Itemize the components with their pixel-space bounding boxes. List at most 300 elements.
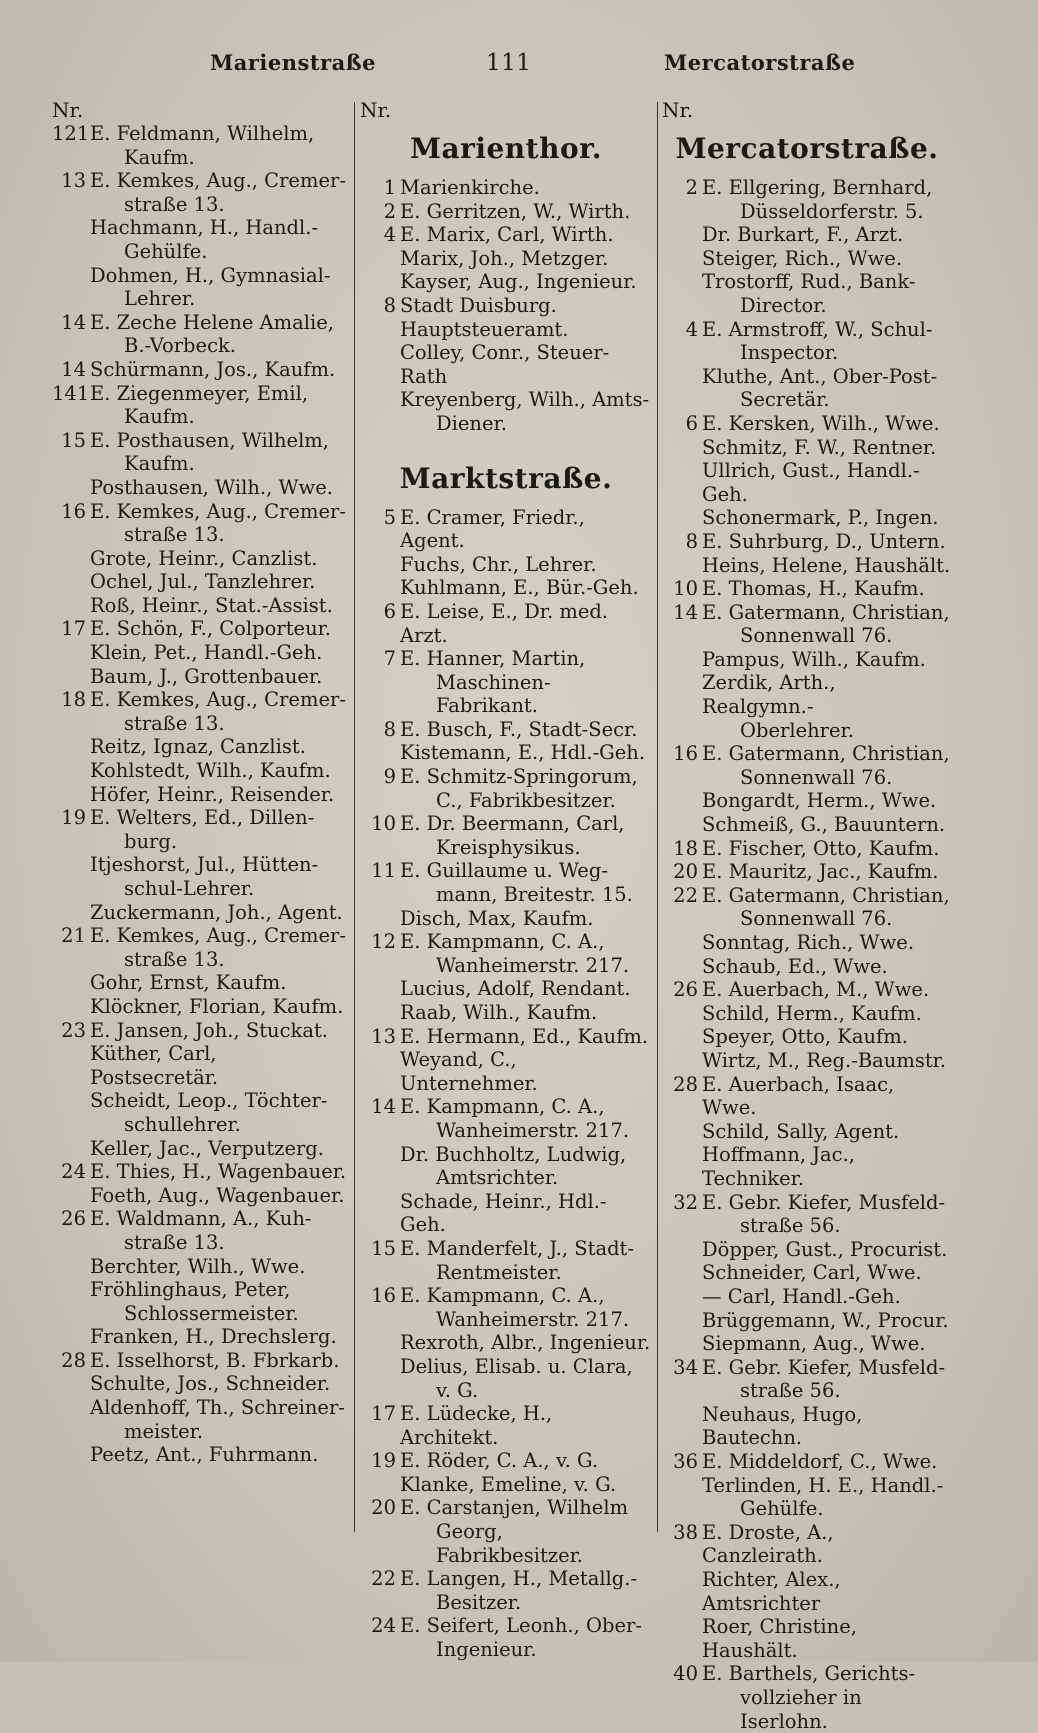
column-mercatorstrasse (662, 98, 952, 1733)
directory-entry (360, 1402, 652, 1449)
entry-text: E. Gebr. Kiefer, Musfeld- (702, 1355, 946, 1379)
house-number (662, 365, 702, 412)
house-number (360, 1190, 400, 1237)
directory-entry (360, 1048, 652, 1095)
house-number (360, 576, 400, 600)
entry-text: E. Cramer, Friedr., Agent. (400, 505, 585, 553)
house-number (360, 1331, 400, 1355)
directory-entry (52, 1396, 350, 1443)
entry-text: E. Carstanjen, Wilhelm (400, 1496, 629, 1520)
directory-entry (662, 955, 952, 979)
house-number (52, 1137, 90, 1161)
house-number (360, 553, 400, 577)
entry-text: E. Röder, C. A., v. G. (400, 1449, 599, 1473)
entry-text: E. Armstroff, W., Schul- (702, 317, 933, 341)
entry-text: Kuhlmann, E., Bür.-Geh. (400, 576, 639, 600)
entry-text: Secretär. (740, 388, 830, 412)
house-number (662, 1568, 702, 1615)
house-number (662, 459, 702, 506)
entry-text: Marix, Joh., Metzger. (400, 246, 609, 270)
entry-text: E. Kemkes, Aug., Cremer- (90, 169, 346, 193)
house-number: 16 (61, 499, 86, 523)
house-number (52, 547, 90, 571)
running-head-left: Marienstraße (210, 50, 377, 75)
directory-entry (662, 1521, 952, 1568)
entry-text: Siepmann, Aug., Wwe. (702, 1332, 926, 1356)
directory-entry (360, 553, 652, 577)
directory-entry (52, 924, 350, 971)
directory-entry (360, 1496, 652, 1567)
entry-text: Sonnenwall 76. (740, 624, 893, 648)
house-number (360, 1048, 400, 1095)
house-number (52, 1443, 90, 1467)
directory-entry (360, 1449, 652, 1473)
entry-text: straße 13. (124, 711, 225, 735)
directory-entry (360, 741, 652, 765)
house-number (52, 476, 90, 500)
entry-text: Delius, Elisab. u. Clara, (400, 1354, 633, 1378)
house-number: 19 (61, 806, 86, 830)
directory-entry (360, 294, 652, 318)
directory-entry (52, 1349, 350, 1373)
entry-text: Aldenhoff, Th., Schreiner- (90, 1396, 345, 1420)
directory-entry (52, 311, 350, 358)
house-number: 28 (61, 1348, 86, 1372)
entry-text: Oberlehrer. (740, 718, 854, 742)
entry-text: Lucius, Adolf, Rendant. (400, 977, 631, 1001)
entry-text: E. Kampmann, C. A., (400, 1095, 605, 1119)
house-number: 13 (61, 169, 86, 193)
entry-text: straße 13. (124, 947, 225, 971)
entry-list (662, 176, 952, 1733)
entry-text: Wanheimerstr. 217. (436, 953, 630, 977)
entry-text: E. Kampmann, C. A., (400, 1284, 605, 1308)
directory-entry (662, 506, 952, 530)
entry-text: — Carl, Handl.-Geh. (702, 1284, 901, 1308)
entry-text: Kreisphysikus. (436, 835, 581, 859)
entry-text: Pampus, Wilh., Kaufm. (702, 647, 926, 671)
entry-text: Trostorff, Rud., Bank- (702, 270, 916, 294)
entry-text: E. Feldmann, Wilhelm, (90, 122, 315, 145)
house-number: 6 (383, 599, 396, 623)
entry-text: Raab, Wilh., Kaufm. (400, 1001, 598, 1024)
entry-text: Keller, Jac., Verputzerg. (90, 1136, 324, 1160)
directory-entry (52, 1042, 350, 1089)
directory-entry (360, 318, 652, 342)
directory-entry (662, 1568, 952, 1615)
entry-text: Gehülfe. (124, 239, 208, 263)
house-number: 21 (61, 924, 86, 948)
entry-text: Schmeiß, G., Bauuntern. (702, 813, 946, 837)
entry-text: Weyand, C., Unternehmer. (400, 1048, 538, 1095)
house-number: 12 (371, 930, 396, 954)
house-number (662, 1261, 702, 1285)
directory-entry (52, 358, 350, 382)
entry-text: Kaufm. (124, 405, 195, 429)
house-number: 10 (673, 577, 698, 601)
house-number (52, 995, 90, 1019)
directory-entry (52, 995, 350, 1019)
directory-entry (52, 547, 350, 571)
entry-text: Disch, Max, Kaufm. (400, 906, 594, 930)
entry-text: straße 56. (740, 1379, 841, 1403)
house-number (662, 648, 702, 672)
house-number (662, 1474, 702, 1521)
directory-entry (662, 813, 952, 837)
directory-entry (662, 1049, 952, 1073)
directory-entry (360, 1001, 652, 1025)
house-number: 14 (61, 310, 86, 334)
house-number (662, 1143, 702, 1190)
entry-text: E. Leise, E., Dr. med. Arzt. (400, 599, 609, 647)
entry-text: Scheidt, Leop., Töchter- (90, 1089, 328, 1113)
entry-text: Kaufm. (124, 145, 195, 169)
house-number (360, 741, 400, 765)
entry-text: E. Ziegenmeyer, Emil, (90, 381, 309, 405)
entry-text: Schürmann, Jos., Kaufm. (90, 357, 336, 381)
entry-text: E. Kersken, Wilh., Wwe. (702, 411, 940, 435)
house-number (360, 341, 400, 388)
house-number: 2 (685, 176, 698, 199)
running-head-right: Mercatorstraße (664, 50, 856, 75)
entry-text: Gohr, Ernst, Kaufm. (90, 971, 287, 995)
house-number (662, 1120, 702, 1144)
house-number: 14 (61, 357, 86, 381)
house-number: 18 (61, 688, 86, 712)
directory-entry (52, 429, 350, 476)
entry-text: Speyer, Otto, Kaufm. (702, 1025, 908, 1049)
house-number (662, 671, 702, 742)
directory-entry (360, 1190, 652, 1237)
house-number (662, 1025, 702, 1049)
house-number: 20 (371, 1496, 396, 1520)
entry-text: Roer, Christine, Haushält. (702, 1615, 857, 1662)
house-number: 8 (685, 529, 698, 553)
entry-text: E. Busch, F., Stadt-Secr. (400, 717, 638, 741)
nr-label: Nr. (360, 98, 392, 122)
entry-text: Stadt Duisburg. (400, 293, 557, 317)
house-number (52, 971, 90, 995)
house-number: 7 (383, 647, 396, 671)
house-number (662, 1615, 702, 1662)
entry-text: Kluthe, Ant., Ober-Post- (702, 364, 938, 388)
entry-text: E. Dr. Beermann, Carl, (400, 812, 625, 836)
entry-text: vollzieher in Iserlohn. (740, 1686, 862, 1733)
house-number (360, 907, 400, 931)
house-number: 1 (383, 176, 396, 199)
entry-text: E. Gatermann, Christian, (702, 742, 950, 766)
directory-entry (662, 318, 952, 365)
entry-text: Foeth, Aug., Wagenbauer. (90, 1183, 345, 1207)
house-number: 24 (61, 1160, 86, 1184)
entry-text: schullehrer. (124, 1112, 241, 1136)
directory-entry (360, 907, 652, 931)
directory-entry (662, 1238, 952, 1262)
directory-entry (662, 1002, 952, 1026)
directory-entry (360, 859, 652, 906)
directory-entry (662, 365, 952, 412)
house-number: 10 (371, 812, 396, 836)
entry-text: Kreyenberg, Wilh., Amts- (400, 388, 650, 412)
column-marienstrasse (52, 98, 350, 1467)
entry-text: Inspector. (740, 341, 839, 365)
house-number: 19 (371, 1449, 396, 1473)
house-number (360, 1001, 400, 1025)
house-number (52, 735, 90, 759)
entry-text: Diener. (436, 411, 507, 435)
entry-text: Wirtz, M., Reg.-Baumstr. (702, 1048, 947, 1072)
entry-text: E. Zeche Helene Amalie, (90, 310, 334, 334)
entry-text: Ingenieur. (436, 1638, 537, 1662)
directory-entry (52, 1443, 350, 1467)
house-number: 32 (673, 1190, 698, 1214)
entry-text: E. Waldmann, A., Kuh- (90, 1207, 312, 1231)
nr-label: Nr. (662, 98, 694, 122)
house-number (662, 789, 702, 813)
entry-text: E. Hermann, Ed., Kaufm. (400, 1024, 649, 1048)
directory-entry (52, 594, 350, 618)
entry-text: Fröhlinghaus, Peter, (90, 1278, 291, 1302)
house-number (662, 1309, 702, 1333)
entry-text: Schild, Sally, Agent. (702, 1119, 900, 1143)
directory-entry (52, 1137, 350, 1161)
entry-text: Schlossermeister. (124, 1301, 299, 1325)
directory-entry (662, 1662, 952, 1733)
entry-text: E. Gebr. Kiefer, Musfeld- (702, 1190, 946, 1214)
house-number: 4 (383, 223, 396, 247)
directory-entry (360, 930, 652, 977)
house-number: 18 (673, 836, 698, 860)
house-number (662, 1332, 702, 1356)
directory-entry (360, 247, 652, 271)
entry-text: E. Kemkes, Aug., Cremer- (90, 924, 346, 948)
house-number (662, 955, 702, 979)
house-number (52, 216, 90, 263)
house-number (662, 1049, 702, 1073)
entry-text: Brüggemann, W., Procur. (702, 1308, 949, 1332)
house-number: 9 (383, 765, 396, 789)
directory-entry (360, 200, 652, 224)
entry-text: Ullrich, Gust., Handl.-Geh. (702, 459, 920, 506)
house-number (52, 1396, 90, 1443)
entry-text: Steiger, Rich., Wwe. (702, 246, 903, 270)
entry-text: Maschinen-Fabrikant. (436, 670, 551, 718)
directory-entry (52, 665, 350, 689)
entry-text: Hachmann, H., Handl.- (90, 216, 319, 240)
directory-entry (662, 1356, 952, 1403)
directory-entry (360, 977, 652, 1001)
directory-entry (360, 388, 652, 435)
directory-entry (360, 1237, 652, 1284)
directory-entry (52, 500, 350, 547)
house-number: 17 (61, 617, 86, 641)
directory-entry (52, 783, 350, 807)
directory-entry (662, 648, 952, 672)
house-number: 22 (673, 883, 698, 907)
directory-entry (360, 647, 652, 718)
entry-text: Heins, Helene, Haushält. (702, 553, 951, 577)
entry-text: Director. (740, 293, 827, 317)
directory-entry (52, 1207, 350, 1254)
entry-text: E. Gatermann, Christian, (702, 600, 950, 624)
house-number: 15 (371, 1236, 396, 1260)
house-number (52, 1042, 90, 1089)
directory-entry (662, 1261, 952, 1285)
entry-text: E. Gerritzen, W., Wirth. (400, 199, 631, 223)
directory-entry (662, 459, 952, 506)
page-number: 111 (486, 50, 532, 76)
directory-entry (52, 971, 350, 995)
house-number: 36 (673, 1450, 698, 1474)
entry-text: Sonnenwall 76. (740, 907, 893, 931)
directory-entry (662, 530, 952, 554)
entry-text: Klanke, Emeline, v. G. (400, 1472, 617, 1496)
house-number (360, 1355, 400, 1402)
directory-entry (52, 641, 350, 665)
directory-entry (52, 476, 350, 500)
entry-text: E. Langen, H., Metallg.- (400, 1567, 638, 1591)
house-number: 26 (61, 1207, 86, 1231)
directory-entry (360, 270, 652, 294)
entry-text: Dr. Burkart, F., Arzt. (702, 223, 904, 247)
section-title-marienthor: Marienthor. (409, 132, 603, 165)
directory-entry (52, 1184, 350, 1208)
column-rule (354, 102, 355, 1532)
entry-text: E. Middeldorf, C., Wwe. (702, 1450, 938, 1474)
house-number (360, 318, 400, 342)
entry-text: E. Barthels, Gerichts- (702, 1662, 916, 1686)
directory-entry (662, 1120, 952, 1144)
directory-entry (360, 1025, 652, 1049)
entry-text: Klein, Pet., Handl.-Geh. (90, 641, 323, 665)
entry-text: E. Auerbach, M., Wwe. (702, 978, 930, 1002)
house-number (52, 853, 90, 900)
directory-entry (662, 884, 952, 931)
house-number (52, 641, 90, 665)
directory-entry (662, 176, 952, 223)
house-number (52, 264, 90, 311)
entry-text: Hoffmann, Jac., Techniker. (702, 1143, 855, 1190)
house-number (360, 388, 400, 435)
house-number: 15 (61, 428, 86, 452)
directory-entry (662, 1450, 952, 1474)
house-number (52, 1372, 90, 1396)
entry-text: v. G. (436, 1378, 479, 1402)
entry-text: Rexroth, Albr., Ingenieur. (400, 1331, 651, 1355)
directory-entry (662, 837, 952, 861)
entry-text: Klöckner, Florian, Kaufm. (90, 994, 344, 1018)
house-number: 13 (371, 1024, 396, 1048)
house-number (360, 247, 400, 271)
directory-entry (360, 812, 652, 859)
directory-entry (662, 270, 952, 317)
directory-entry (662, 671, 952, 742)
house-number (52, 1255, 90, 1279)
house-number (662, 506, 702, 530)
house-number (360, 1143, 400, 1190)
directory-entry (662, 1309, 952, 1333)
house-number (52, 1278, 90, 1325)
house-number (662, 931, 702, 955)
directory-entry (52, 1255, 350, 1279)
entry-text: Sonnenwall 76. (740, 765, 893, 789)
entry-text: Rentmeister. (436, 1260, 562, 1284)
entry-text: Colley, Conr., Steuer-Rath (400, 341, 610, 388)
entry-text: E. Mauritz, Jac., Kaufm. (702, 860, 939, 884)
entry-text: Posthausen, Wilh., Wwe. (90, 475, 333, 499)
house-number (662, 223, 702, 247)
directory-entry (360, 1095, 652, 1142)
entry-text: Amtsrichter. (436, 1166, 559, 1190)
directory-entry (360, 1143, 652, 1190)
entry-text: E. Schmitz-Springorum, (400, 765, 638, 789)
house-number: 40 (673, 1662, 698, 1686)
entry-list (52, 122, 350, 1467)
entry-text: Kohlstedt, Wilh., Kaufm. (90, 759, 331, 783)
directory-entry (52, 688, 350, 735)
entry-text: Hauptsteueramt. (400, 317, 569, 341)
house-number (662, 1403, 702, 1450)
entry-text: E. Suhrburg, D., Untern. (702, 529, 946, 553)
directory-entry (52, 853, 350, 900)
directory-entry (52, 382, 350, 429)
entry-text: straße 56. (740, 1214, 841, 1238)
directory-entry (662, 412, 952, 436)
directory-entry (52, 735, 350, 759)
entry-text: E. Posthausen, Wilhelm, (90, 428, 329, 452)
entry-text: Schild, Herm., Kaufm. (702, 1001, 922, 1025)
entry-text: Düsseldorferstr. 5. (740, 199, 924, 223)
entry-text: E. Ellgering, Bernhard, (702, 176, 933, 199)
entry-text: Itjeshorst, Jul., Hütten- (90, 853, 319, 877)
house-number: 8 (383, 293, 396, 317)
directory-entry (52, 1019, 350, 1043)
entry-text: Höfer, Heinr., Reisender. (90, 782, 335, 806)
directory-entry (662, 742, 952, 789)
directory-entry (360, 576, 652, 600)
entry-text: E. Jansen, Joh., Stuckat. (90, 1018, 328, 1042)
directory-entry (52, 570, 350, 594)
entry-text: Dohmen, H., Gymnasial- (90, 263, 331, 287)
house-number: 20 (673, 860, 698, 884)
directory-entry (662, 1191, 952, 1238)
directory-entry (360, 176, 652, 200)
directory-entry (52, 617, 350, 641)
entry-text: straße 13. (124, 192, 225, 216)
house-number (360, 270, 400, 294)
directory-entry (52, 1160, 350, 1184)
house-number: 22 (371, 1567, 396, 1591)
entry-text: Lehrer. (124, 287, 196, 311)
entry-text: straße 13. (124, 523, 225, 547)
entry-text: Georg, Fabrikbesitzer. (436, 1520, 583, 1567)
entry-text: E. Hanner, Martin, (400, 647, 586, 671)
directory-entry (662, 1143, 952, 1190)
house-number (52, 1325, 90, 1349)
house-number (52, 901, 90, 925)
house-number (662, 1285, 702, 1309)
directory-entry (662, 223, 952, 247)
directory-entry (52, 806, 350, 853)
house-number (662, 247, 702, 271)
entry-text: Marienkirche. (400, 176, 540, 199)
house-number: 16 (371, 1284, 396, 1308)
house-number (52, 665, 90, 689)
entry-text: Besitzer. (436, 1590, 522, 1614)
entry-text: E. Welters, Ed., Dillen- (90, 806, 315, 830)
entry-text: E. Kemkes, Aug., Cremer- (90, 499, 346, 523)
house-number: 16 (673, 742, 698, 766)
